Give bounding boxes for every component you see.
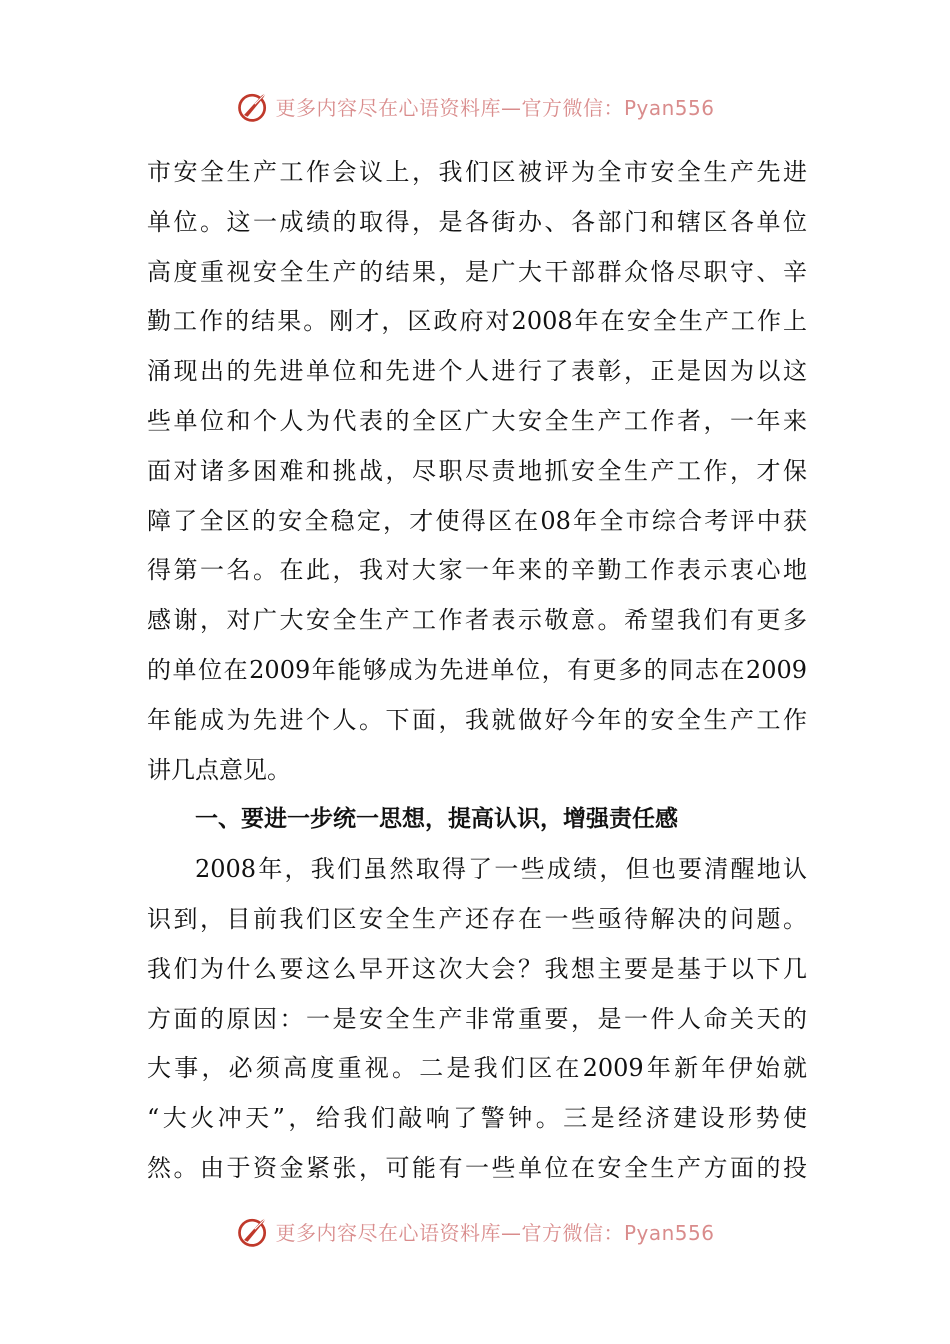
paragraph-line: 高度重视安全生产的结果，是广大干部群众恪尽职守、辛 <box>147 257 807 286</box>
quill-logo-icon <box>235 88 271 124</box>
paragraph-line: 讲几点意见。 <box>147 755 291 784</box>
paragraph-line: 面对诸多困难和挑战，尽职尽责地抓安全生产工作，才保 <box>147 456 807 485</box>
paragraph-line: 些单位和个人为代表的全区广大安全生产工作者，一年来 <box>147 406 807 435</box>
paragraph-line: 涌现出的先进单位和先进个人进行了表彰，正是因为以这 <box>147 357 807 386</box>
paragraph-line: 方面的原因：一是安全生产非常重要，是一件人命关天的 <box>147 1004 807 1033</box>
paragraph-line: 感谢，对广大安全生产工作者表示敬意。希望我们有更多 <box>147 606 807 635</box>
paragraph-line: 的单位在2009年能够成为先进单位，有更多的同志在2009 <box>147 655 807 684</box>
paragraph-line: 我们为什么要这么早开这次大会？我想主要是基于以下几 <box>147 954 807 983</box>
paragraph-line: 单位。这一成绩的取得，是各街办、各部门和辖区各单位 <box>147 207 807 236</box>
footer-banner <box>0 1211 950 1251</box>
banner-text: 更多内容尽在心语资料库—官方微信：Pyan556 <box>275 95 715 120</box>
paragraph-line: 勤工作的结果。刚才，区政府对2008年在安全生产工作上 <box>147 307 807 336</box>
paragraph-line: 年能成为先进个人。下面，我就做好今年的安全生产工作 <box>147 705 807 734</box>
paragraph-line: “大火冲天”，给我们敲响了警钟。三是经济建设形势使 <box>147 1104 807 1133</box>
paragraph-line: 然。由于资金紧张，可能有一些单位在安全生产方面的投 <box>147 1153 807 1182</box>
quill-logo-icon <box>235 1213 271 1249</box>
section-heading: 一、要进一步统一思想，提高认识，增强责任感 <box>195 806 678 833</box>
banner-text: 更多内容尽在心语资料库—官方微信：Pyan556 <box>275 1220 715 1245</box>
document-body <box>147 148 807 1194</box>
paragraph-line: 2008年，我们虽然取得了一些成绩，但也要清醒地认 <box>195 855 807 884</box>
header-banner <box>0 86 950 126</box>
paragraph-line: 市安全生产工作会议上，我们区被评为全市安全生产先进 <box>147 158 807 186</box>
paragraph-line: 得第一名。在此，我对大家一年来的辛勤工作表示衷心地 <box>147 556 807 585</box>
paragraph-line: 障了全区的安全稳定，才使得区在08年全市综合考评中获 <box>147 506 807 535</box>
paragraph-line: 识到，目前我们区安全生产还存在一些亟待解决的问题。 <box>147 904 807 933</box>
paragraph-line: 大事，必须高度重视。二是我们区在2009年新年伊始就 <box>147 1054 807 1083</box>
